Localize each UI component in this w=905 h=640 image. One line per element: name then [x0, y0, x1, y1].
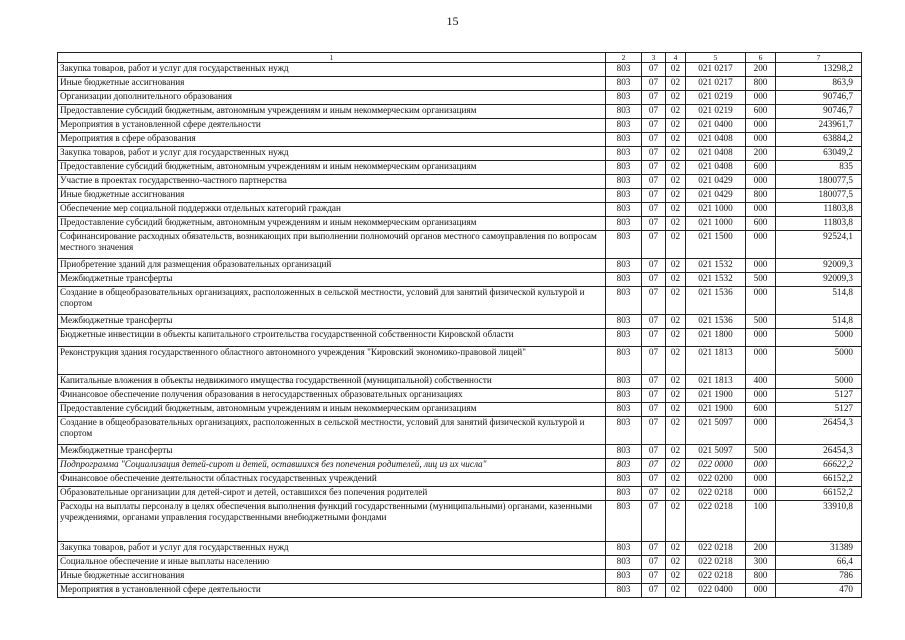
row-name-cell: Иные бюджетные ассигнования	[58, 77, 606, 91]
subsection-cell: 02	[666, 329, 686, 347]
table-row	[58, 189, 862, 203]
grbs-cell: 803	[606, 273, 642, 287]
row-name-cell: Обеспечение мер социальной поддержки отдельных категорий граждан	[58, 203, 606, 217]
section-cell: 07	[642, 417, 666, 445]
grbs-cell: 803	[606, 403, 642, 417]
table-row	[58, 77, 862, 91]
grbs-cell: 803	[606, 77, 642, 91]
target-article-cell: 021 0217	[686, 63, 746, 77]
section-cell: 07	[642, 189, 666, 203]
subsection-cell: 02	[666, 287, 686, 315]
table-row	[58, 459, 862, 473]
expense-type-cell: 000	[746, 119, 776, 133]
target-article-cell: 021 0429	[686, 175, 746, 189]
expense-type-cell: 500	[746, 445, 776, 459]
target-article-cell: 021 0408	[686, 161, 746, 175]
table-row	[58, 584, 862, 598]
subsection-cell: 02	[666, 147, 686, 161]
row-name-cell: Софинансирование расходных обязательств, возникающих при выполнении полномочий органов местного самоуправления по вопросам местного значения	[58, 231, 606, 259]
section-cell: 07	[642, 217, 666, 231]
row-name-cell: Межбюджетные трансферты	[58, 315, 606, 329]
table-row	[58, 259, 862, 273]
subsection-cell: 02	[666, 231, 686, 259]
table-row	[58, 389, 862, 403]
amount-cell: 66152,2	[776, 487, 862, 501]
section-cell: 07	[642, 329, 666, 347]
amount-cell: 11803,8	[776, 217, 862, 231]
grbs-cell: 803	[606, 231, 642, 259]
row-name-cell: Предоставление субсидий бюджетным, автономным учреждениям и иным некоммерческим организациям	[58, 403, 606, 417]
section-cell: 07	[642, 147, 666, 161]
amount-cell: 26454,3	[776, 417, 862, 445]
subsection-cell: 02	[666, 273, 686, 287]
target-article-cell: 021 1536	[686, 315, 746, 329]
amount-cell: 180077,5	[776, 189, 862, 203]
expense-type-cell: 000	[746, 329, 776, 347]
grbs-cell: 803	[606, 375, 642, 389]
expense-type-cell: 600	[746, 161, 776, 175]
section-cell: 07	[642, 77, 666, 91]
section-cell: 07	[642, 570, 666, 584]
section-cell: 07	[642, 161, 666, 175]
expense-type-cell: 600	[746, 105, 776, 119]
table-row	[58, 203, 862, 217]
expense-type-cell: 200	[746, 63, 776, 77]
header-cell: 7	[776, 53, 862, 63]
row-name-cell: Капитальные вложения в объекты недвижимого имущества государственной (муниципальной) собственности	[58, 375, 606, 389]
table-row	[58, 501, 862, 542]
target-article-cell: 022 0400	[686, 584, 746, 598]
expense-type-cell: 800	[746, 77, 776, 91]
subsection-cell: 02	[666, 133, 686, 147]
row-name-cell: Подпрограмма "Социализация детей-сирот и детей, оставшихся без попечения родителей, лиц из их числа"	[58, 459, 606, 473]
target-article-cell: 021 5097	[686, 445, 746, 459]
amount-cell: 66,4	[776, 556, 862, 570]
subsection-cell: 02	[666, 417, 686, 445]
target-article-cell: 021 1536	[686, 287, 746, 315]
amount-cell: 66622,2	[776, 459, 862, 473]
table-row	[58, 287, 862, 315]
target-article-cell: 021 0219	[686, 91, 746, 105]
amount-cell: 92009,3	[776, 259, 862, 273]
target-article-cell: 022 0218	[686, 501, 746, 542]
target-article-cell: 021 5097	[686, 417, 746, 445]
row-name-cell: Мероприятия в установленной сфере деятельности	[58, 119, 606, 133]
row-name-cell: Иные бюджетные ассигнования	[58, 570, 606, 584]
amount-cell: 11803,8	[776, 203, 862, 217]
subsection-cell: 02	[666, 487, 686, 501]
section-cell: 07	[642, 119, 666, 133]
grbs-cell: 803	[606, 389, 642, 403]
grbs-cell: 803	[606, 175, 642, 189]
section-cell: 07	[642, 556, 666, 570]
row-name-cell: Создание в общеобразовательных организациях, расположенных в сельской местности, условий для занятий физической культурой и спортом	[58, 417, 606, 445]
section-cell: 07	[642, 133, 666, 147]
table-row	[58, 161, 862, 175]
grbs-cell: 803	[606, 473, 642, 487]
expense-type-cell: 000	[746, 473, 776, 487]
row-name-cell: Мероприятия в сфере образования	[58, 133, 606, 147]
section-cell: 07	[642, 389, 666, 403]
amount-cell: 66152,2	[776, 473, 862, 487]
grbs-cell: 803	[606, 556, 642, 570]
expense-type-cell: 000	[746, 389, 776, 403]
table-row	[58, 445, 862, 459]
expense-type-cell: 600	[746, 217, 776, 231]
subsection-cell: 02	[666, 315, 686, 329]
target-article-cell: 021 1900	[686, 403, 746, 417]
header-row	[58, 53, 862, 63]
table-row	[58, 273, 862, 287]
section-cell: 07	[642, 501, 666, 542]
grbs-cell: 803	[606, 487, 642, 501]
subsection-cell: 02	[666, 584, 686, 598]
subsection-cell: 02	[666, 217, 686, 231]
target-article-cell: 021 1813	[686, 347, 746, 375]
table-row	[58, 63, 862, 77]
amount-cell: 5127	[776, 403, 862, 417]
table-row	[58, 119, 862, 133]
target-article-cell: 022 0218	[686, 570, 746, 584]
table-row	[58, 375, 862, 389]
section-cell: 07	[642, 403, 666, 417]
expense-type-cell: 500	[746, 273, 776, 287]
table-row	[58, 347, 862, 375]
section-cell: 07	[642, 347, 666, 375]
row-name-cell: Расходы на выплаты персоналу в целях обеспечения выполнения функций государственными (муниципальными) органами, казенными учреждениями, органами управления государственными внебюджетными фондами	[58, 501, 606, 542]
amount-cell: 514,8	[776, 315, 862, 329]
table-row	[58, 556, 862, 570]
target-article-cell: 021 0400	[686, 119, 746, 133]
grbs-cell: 803	[606, 119, 642, 133]
expense-type-cell: 000	[746, 287, 776, 315]
table-row	[58, 315, 862, 329]
page-number: 15	[446, 14, 459, 28]
row-name-cell: Межбюджетные трансферты	[58, 273, 606, 287]
table-row	[58, 133, 862, 147]
table-row	[58, 403, 862, 417]
row-name-cell: Финансовое обеспечение получения образования в негосударственных образовательных организациях	[58, 389, 606, 403]
target-article-cell: 021 0408	[686, 147, 746, 161]
row-name-cell: Иные бюджетные ассигнования	[58, 189, 606, 203]
expense-type-cell: 000	[746, 347, 776, 375]
amount-cell: 514,8	[776, 287, 862, 315]
row-name-cell: Приобретение зданий для размещения образовательных организаций	[58, 259, 606, 273]
amount-cell: 243961,7	[776, 119, 862, 133]
subsection-cell: 02	[666, 203, 686, 217]
amount-cell: 63884,2	[776, 133, 862, 147]
expense-type-cell: 000	[746, 231, 776, 259]
row-name-cell: Предоставление субсидий бюджетным, автономным учреждениям и иным некоммерческим организациям	[58, 217, 606, 231]
expense-type-cell: 000	[746, 133, 776, 147]
grbs-cell: 803	[606, 329, 642, 347]
section-cell: 07	[642, 287, 666, 315]
table-row	[58, 91, 862, 105]
expense-type-cell: 000	[746, 417, 776, 445]
grbs-cell: 803	[606, 445, 642, 459]
subsection-cell: 02	[666, 259, 686, 273]
target-article-cell: 022 0200	[686, 473, 746, 487]
grbs-cell: 803	[606, 161, 642, 175]
target-article-cell: 022 0000	[686, 459, 746, 473]
subsection-cell: 02	[666, 347, 686, 375]
target-article-cell: 022 0218	[686, 556, 746, 570]
target-article-cell: 021 1813	[686, 375, 746, 389]
row-name-cell: Закупка товаров, работ и услуг для государственных нужд	[58, 542, 606, 556]
expense-type-cell: 000	[746, 91, 776, 105]
target-article-cell: 021 1800	[686, 329, 746, 347]
grbs-cell: 803	[606, 542, 642, 556]
subsection-cell: 02	[666, 63, 686, 77]
amount-cell: 31389	[776, 542, 862, 556]
budget-table	[57, 52, 862, 598]
table-row	[58, 473, 862, 487]
row-name-cell: Предоставление субсидий бюджетным, автономным учреждениям и иным некоммерческим организациям	[58, 105, 606, 119]
row-name-cell: Закупка товаров, работ и услуг для государственных нужд	[58, 63, 606, 77]
grbs-cell: 803	[606, 91, 642, 105]
section-cell: 07	[642, 105, 666, 119]
section-cell: 07	[642, 273, 666, 287]
target-article-cell: 021 0217	[686, 77, 746, 91]
grbs-cell: 803	[606, 459, 642, 473]
target-article-cell: 021 1532	[686, 273, 746, 287]
amount-cell: 26454,3	[776, 445, 862, 459]
amount-cell: 835	[776, 161, 862, 175]
amount-cell: 5000	[776, 347, 862, 375]
grbs-cell: 803	[606, 133, 642, 147]
subsection-cell: 02	[666, 161, 686, 175]
expense-type-cell: 000	[746, 175, 776, 189]
target-article-cell: 022 0218	[686, 542, 746, 556]
amount-cell: 92524,1	[776, 231, 862, 259]
expense-type-cell: 000	[746, 203, 776, 217]
expense-type-cell: 200	[746, 542, 776, 556]
amount-cell: 33910,8	[776, 501, 862, 542]
header-cell: 5	[686, 53, 746, 63]
row-name-cell: Социальное обеспечение и иные выплаты населению	[58, 556, 606, 570]
table-row	[58, 147, 862, 161]
row-name-cell: Межбюджетные трансферты	[58, 445, 606, 459]
row-name-cell: Реконструкция здания государственного областного автономного учреждения "Кировский экономико-правовой лицей"	[58, 347, 606, 375]
table-row	[58, 329, 862, 347]
header-cell: 1	[58, 53, 606, 63]
subsection-cell: 02	[666, 189, 686, 203]
subsection-cell: 02	[666, 445, 686, 459]
table-row	[58, 417, 862, 445]
expense-type-cell: 600	[746, 403, 776, 417]
row-name-cell: Создание в общеобразовательных организациях, расположенных в сельской местности, условий для занятий физической культурой и спортом	[58, 287, 606, 315]
subsection-cell: 02	[666, 105, 686, 119]
amount-cell: 470	[776, 584, 862, 598]
subsection-cell: 02	[666, 403, 686, 417]
row-name-cell: Финансовое обеспечение деятельности областных государственных учреждений	[58, 473, 606, 487]
section-cell: 07	[642, 315, 666, 329]
header-cell: 3	[642, 53, 666, 63]
amount-cell: 92009,3	[776, 273, 862, 287]
subsection-cell: 02	[666, 389, 686, 403]
row-name-cell: Закупка товаров, работ и услуг для государственных нужд	[58, 147, 606, 161]
subsection-cell: 02	[666, 91, 686, 105]
section-cell: 07	[642, 584, 666, 598]
table-row	[58, 231, 862, 259]
subsection-cell: 02	[666, 175, 686, 189]
expense-type-cell: 000	[746, 459, 776, 473]
row-name-cell: Мероприятия в установленной сфере деятельности	[58, 584, 606, 598]
target-article-cell: 021 1500	[686, 231, 746, 259]
target-article-cell: 022 0218	[686, 487, 746, 501]
expense-type-cell: 400	[746, 375, 776, 389]
table-row	[58, 487, 862, 501]
section-cell: 07	[642, 175, 666, 189]
section-cell: 07	[642, 91, 666, 105]
subsection-cell: 02	[666, 375, 686, 389]
expense-type-cell: 300	[746, 556, 776, 570]
amount-cell: 90746,7	[776, 105, 862, 119]
section-cell: 07	[642, 542, 666, 556]
grbs-cell: 803	[606, 105, 642, 119]
row-name-cell: Бюджетные инвестиции в объекты капитального строительства государственной собственности Кировской области	[58, 329, 606, 347]
grbs-cell: 803	[606, 189, 642, 203]
amount-cell: 180077,5	[776, 175, 862, 189]
grbs-cell: 803	[606, 217, 642, 231]
subsection-cell: 02	[666, 570, 686, 584]
table-row	[58, 105, 862, 119]
target-article-cell: 021 1000	[686, 203, 746, 217]
section-cell: 07	[642, 63, 666, 77]
amount-cell: 5127	[776, 389, 862, 403]
grbs-cell: 803	[606, 203, 642, 217]
grbs-cell: 803	[606, 259, 642, 273]
grbs-cell: 803	[606, 501, 642, 542]
row-name-cell: Организации дополнительного образования	[58, 91, 606, 105]
row-name-cell: Предоставление субсидий бюджетным, автономным учреждениям и иным некоммерческим организациям	[58, 161, 606, 175]
section-cell: 07	[642, 487, 666, 501]
grbs-cell: 803	[606, 315, 642, 329]
grbs-cell: 803	[606, 584, 642, 598]
grbs-cell: 803	[606, 417, 642, 445]
expense-type-cell: 800	[746, 570, 776, 584]
section-cell: 07	[642, 445, 666, 459]
header-cell: 4	[666, 53, 686, 63]
amount-cell: 63049,2	[776, 147, 862, 161]
amount-cell: 5000	[776, 329, 862, 347]
grbs-cell: 803	[606, 147, 642, 161]
section-cell: 07	[642, 231, 666, 259]
row-name-cell: Образовательные организации для детей-сирот и детей, оставшихся без попечения родителей	[58, 487, 606, 501]
expense-type-cell: 500	[746, 315, 776, 329]
header-cell: 2	[606, 53, 642, 63]
grbs-cell: 803	[606, 287, 642, 315]
target-article-cell: 021 1900	[686, 389, 746, 403]
section-cell: 07	[642, 259, 666, 273]
expense-type-cell: 800	[746, 189, 776, 203]
subsection-cell: 02	[666, 473, 686, 487]
table-row	[58, 570, 862, 584]
amount-cell: 5000	[776, 375, 862, 389]
subsection-cell: 02	[666, 501, 686, 542]
section-cell: 07	[642, 473, 666, 487]
target-article-cell: 021 1532	[686, 259, 746, 273]
target-article-cell: 021 0219	[686, 105, 746, 119]
grbs-cell: 803	[606, 347, 642, 375]
section-cell: 07	[642, 459, 666, 473]
expense-type-cell: 000	[746, 259, 776, 273]
table-row	[58, 217, 862, 231]
subsection-cell: 02	[666, 542, 686, 556]
amount-cell: 786	[776, 570, 862, 584]
section-cell: 07	[642, 375, 666, 389]
target-article-cell: 021 0429	[686, 189, 746, 203]
grbs-cell: 803	[606, 63, 642, 77]
subsection-cell: 02	[666, 556, 686, 570]
expense-type-cell: 000	[746, 584, 776, 598]
grbs-cell: 803	[606, 570, 642, 584]
header-cell: 6	[746, 53, 776, 63]
table-row	[58, 175, 862, 189]
subsection-cell: 02	[666, 119, 686, 133]
expense-type-cell: 000	[746, 487, 776, 501]
row-name-cell: Участие в проектах государственно-частного партнерства	[58, 175, 606, 189]
expense-type-cell: 100	[746, 501, 776, 542]
subsection-cell: 02	[666, 459, 686, 473]
table-row	[58, 542, 862, 556]
expense-type-cell: 200	[746, 147, 776, 161]
subsection-cell: 02	[666, 77, 686, 91]
amount-cell: 13298,2	[776, 63, 862, 77]
amount-cell: 863,9	[776, 77, 862, 91]
amount-cell: 90746,7	[776, 91, 862, 105]
target-article-cell: 021 0408	[686, 133, 746, 147]
section-cell: 07	[642, 203, 666, 217]
target-article-cell: 021 1000	[686, 217, 746, 231]
